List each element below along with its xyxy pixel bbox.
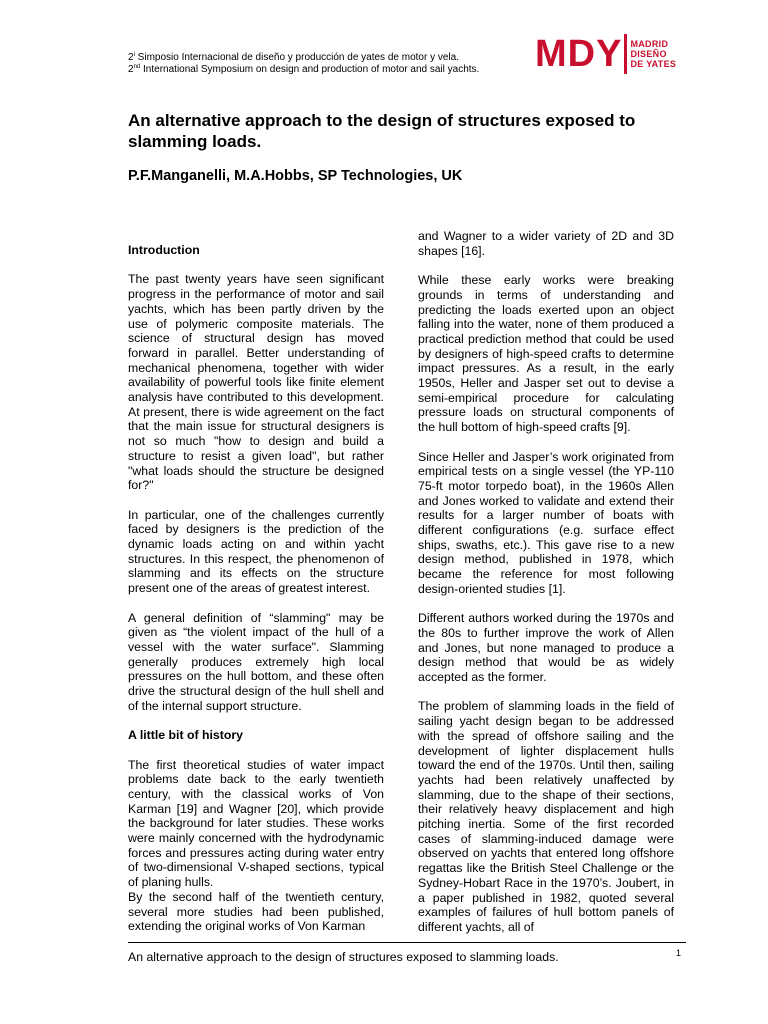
conference-header [128, 52, 479, 76]
paragraph: The problem of slamming loads in the field of sailing yacht design began to be addressed with the spread of offshore sailing and the development of lighter displacement hulls toward the end of the 1970s. Until then, sailing yachts had been relatively unaffected by slamming, due to the shape of their sections, their relatively heavy displacement and high pitching inertia. Some of the first recorded cases of slamming-induced damage were observed on yachts that entered long offshore regattas like the British Steel Challenge or the Sydney-Hobart Race in the 1970’s. Joubert, in a paper published in 1982, quoted several examples of failures of hull bottom panels of different yachts, all of [418, 699, 674, 934]
logo-subtitle: MADRID DISEÑO DE YATES [630, 39, 677, 69]
paragraph: By the second half of the twentieth century, several more studies had been published, extending the original works of Von Karman [128, 889, 384, 934]
running-footer: An alternative approach to the design of structures exposed to slamming loads. [128, 950, 559, 964]
header-line-english: 2nd International Symposium on design and production of motor and sail yachts. [128, 64, 480, 75]
right-column [418, 229, 674, 949]
paragraph: Since Heller and Jasper’s work originated from empirical tests on a single vessel (the YP-110 75-ft motor torpedo boat), in the 1960s Allen and Jones worked to validate and extend their results for a larger number of boats with different configurations (e.g. surface effect ships, swaths, etc.). This gave rise to a new design method, published in 1978, which became the reference for most following design-oriented studies [1]. [418, 449, 674, 596]
paragraph: A general definition of “slamming" may be given as “the violent impact of the hull of a vessel with the water surface". Slamming generally produces extremely high local pressures on the hull bottom, and these often drive the structural design of the hull shell and of the internal support structure. [128, 610, 384, 713]
paragraph: The past twenty years have seen significant progress in the performance of motor and sail yachts, which has been partly driven by the use of polymeric composite materials. The science of structural design has moved forward in parallel. Better understanding of mechanical phenomena, together with wider availability of powerful tools like finite element analysis have contributed to this development. At present, there is wide agreement on the fact that the main issue for structural designers is not so much "how to design and build a structure to resist a given load", but rather "what loads should the structure be designed for?" [128, 272, 384, 493]
paragraph: and Wagner to a wider variety of 2D and 3D shapes [16]. [418, 229, 674, 258]
paragraph: In particular, one of the challenges currently faced by designers is the prediction of the dynamic loads acting on and within yacht structures. In this respect, the phenomenon of slamming and its effects on the structure present one of the areas of greatest interest. [128, 507, 384, 596]
logo-mark: MDY [535, 33, 623, 75]
paper-title: An alternative approach to the design of structures exposed to slamming loads. [128, 111, 636, 151]
footer-divider [128, 942, 686, 943]
header-line-spanish: 2$^i$ Simposio Internacional de diseño y producción de yates de motor y vela. [128, 52, 459, 63]
paper-authors: P.F.Manganelli, M.A.Hobbs, SP Technologies, UK [128, 168, 463, 184]
section-heading-history: A little bit of history [128, 728, 243, 743]
paragraph: The first theoretical studies of water impact problems date back to the early twentieth century, with the classical works of Von Karman [19] and Wagner [20], which provide the background for later studies. These works were mainly concerned with the hydrodynamic forces and pressures acting during water entry of two-dimensional V-shaped sections, typical of planing hulls. [128, 757, 384, 890]
paragraph: Different authors worked during the 1970s and the 80s to further improve the work of Allen and Jones, but none managed to produce a design method that would be as widely accepted as the former. [418, 611, 674, 685]
paragraph: While these early works were breaking grounds in terms of understanding and predicting the loads exerted upon an object falling into the water, none of them produced a practical prediction method that could be used by designers of high-speed crafts to determine impact pressures. As a result, in the early 1950s, Heller and Jasper set out to devise a semi-empirical procedure for calculating pressure loads on structural components of the hull bottom of high-speed crafts [9]. [418, 273, 674, 435]
section-heading-introduction: Introduction [128, 243, 200, 257]
left-column [128, 243, 384, 949]
logo-divider [624, 34, 627, 74]
mdy-logo [535, 34, 676, 74]
page-number: 1 [676, 948, 682, 958]
